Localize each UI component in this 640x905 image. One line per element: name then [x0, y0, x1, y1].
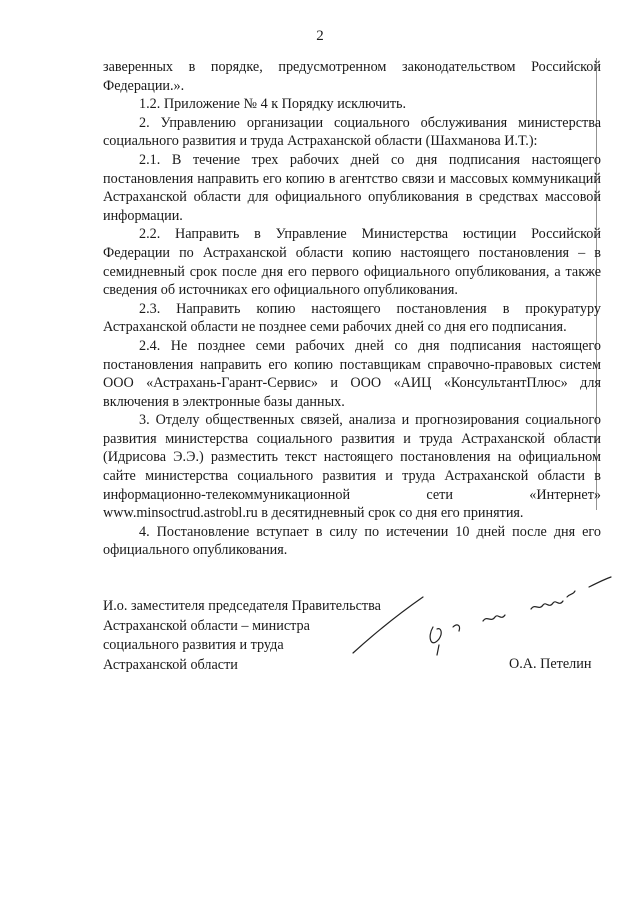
signer-position-line: социального развития и труда — [103, 637, 284, 653]
signer-name: О.А. Петелин — [509, 656, 592, 672]
signer-position-line: Астраханской области – министра — [103, 617, 310, 634]
paragraph-3: 3. Отделу общественных связей, анализа и прогнозирования социального развития министерства социального развития и труда Астраханской области (Идрисова Э.Э.) разместить текст настоящего постановления на официальном сайте министерства социального развития и труда Астраханской области в информационно-телекоммуникационной сети «Интернет» www.minsoctrud.astrobl.ru в десятидневный срок со дня его принятия. — [103, 412, 601, 522]
signer-position-line: И.о. заместителя председателя Правительства — [103, 598, 381, 614]
paragraph-4: 4. Постановление вступает в силу по истечении 10 дней после дня его официального опубликования. — [103, 523, 601, 559]
document-body — [103, 58, 601, 560]
paragraph-2-1: 2.1. В течение трех рабочих дней со дня подписания настоящего постановления направить его копию в агентство связи и массовых коммуникаций Астраханской области для официального опубликования в средствах массовой информации. — [103, 151, 601, 224]
page-number: 2 — [316, 28, 324, 44]
paragraph-2-2: 2.2. Направить в Управление Министерства юстиции Российской Федерации по Астраханской области копию настоящего постановления – в семидневный срок после дня его первого официального опубликования, а также сведения об источниках его официального опубликования. — [103, 226, 601, 299]
paragraph-1-2: 1.2. Приложение № 4 к Порядку исключить. — [139, 96, 407, 113]
signer-position-line: Астраханской области — [103, 656, 238, 673]
paragraph-continuation: заверенных в порядке, предусмотренном законодательством Российской Федерации.». — [103, 59, 601, 94]
paragraph-2: 2. Управлению организации социального обслуживания министерства социального развития и труда Астраханской области (Шахманова И.Т.): — [103, 114, 601, 150]
signature-block — [103, 597, 603, 675]
paragraph-2-3: 2.3. Направить копию настоящего постановления в прокуратуру Астраханской области не позднее семи рабочих дней со дня его подписания. — [103, 300, 601, 336]
paragraph-2-4: 2.4. Не позднее семи рабочих дней со дня подписания настоящего постановления направить его копию поставщикам справочно-правовых систем ООО «Астрахань-Гарант-Сервис» и ООО «АИЦ «КонсультантПлюс» для включения в электронные базы данных. — [103, 337, 601, 410]
